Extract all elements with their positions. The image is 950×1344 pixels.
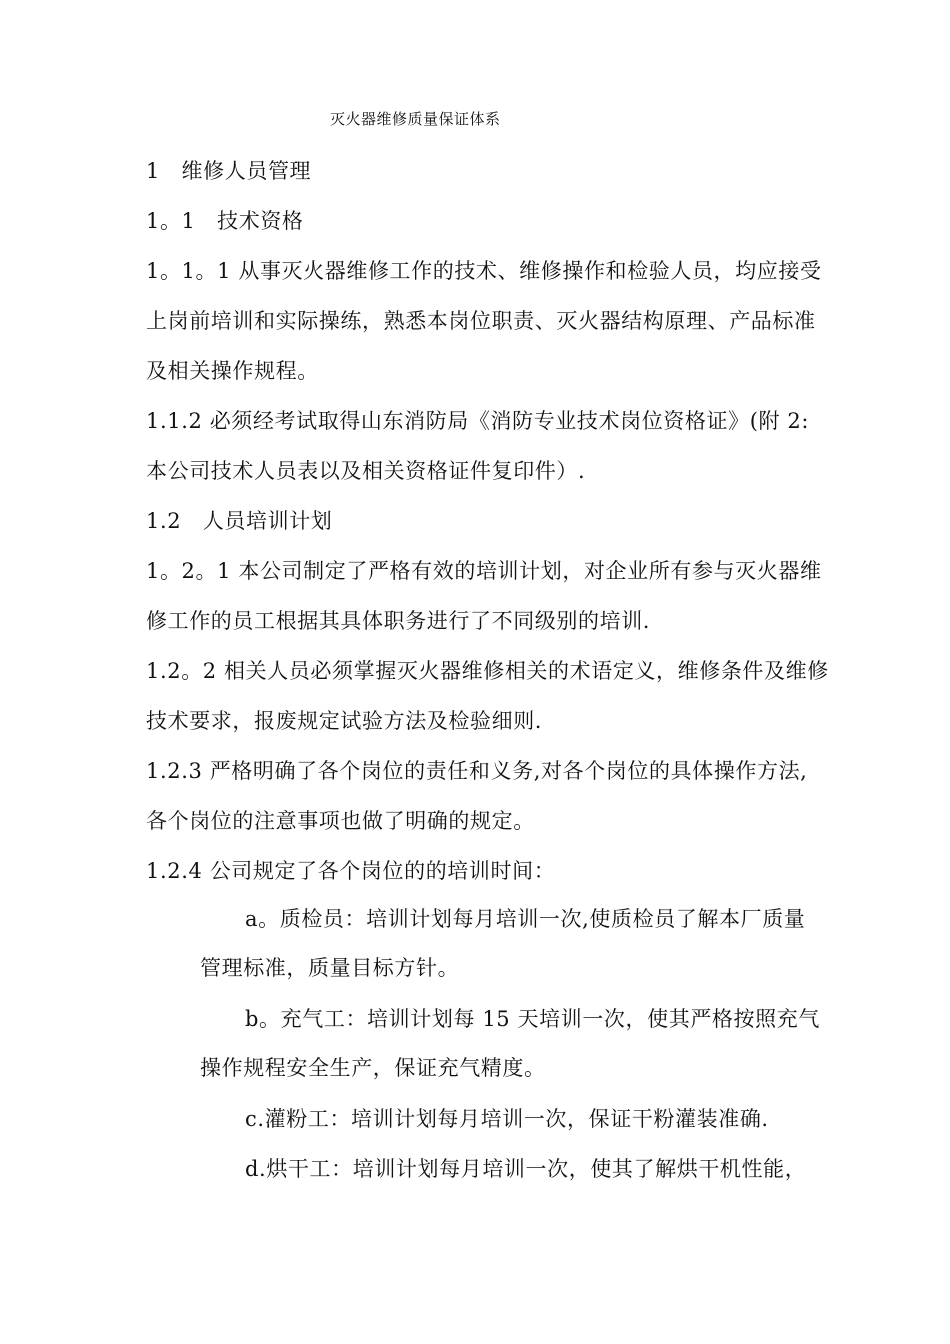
list-item-c: c.灌粉工：培训计划每月培训一次，保证干粉灌装准确. bbox=[245, 1107, 769, 1131]
paragraph-1-1-1-line-1: 1。1。1 从事灭火器维修工作的技术、维修操作和检验人员，均应接受 bbox=[146, 259, 822, 283]
list-item-a-line-1: a。质检员：培训计划每月培训一次,使质检员了解本厂质量 bbox=[245, 907, 806, 931]
paragraph-1-2-4: 1.2.4 公司规定了各个岗位的的培训时间： bbox=[146, 859, 556, 883]
paragraph-1-2-2-line-1: 1.2。2 相关人员必须掌握灭火器维修相关的术语定义，维修条件及维修 bbox=[146, 659, 829, 683]
list-item-d-line-1: d.烘干工：培训计划每月培训一次，使其了解烘干机性能， bbox=[245, 1157, 807, 1181]
paragraph-1-2-1-line-1: 1。2。1 本公司制定了严格有效的培训计划，对企业所有参与灭火器维 bbox=[146, 559, 822, 583]
paragraph-1-2-2-line-2: 技术要求，报废规定试验方法及检验细则. bbox=[146, 709, 543, 733]
paragraph-1-1-2-line-1: 1.1.2 必须经考试取得山东消防局《消防专业技术岗位资格证》(附 2: bbox=[146, 409, 810, 433]
paragraph-1-1-2-line-2: 本公司技术人员表以及相关资格证件复印件）. bbox=[146, 459, 586, 483]
paragraph-1-2-3-line-1: 1.2.3 严格明确了各个岗位的责任和义务,对各个岗位的具体操作方法, bbox=[146, 759, 808, 783]
paragraph-1-2-1-line-2: 修工作的员工根据其具体职务进行了不同级别的培训. bbox=[146, 609, 651, 633]
subsection-heading-1-2: 1.2 人员培训计划 bbox=[146, 509, 333, 533]
paragraph-1-1-1-line-2: 上岗前培训和实际操练，熟悉本岗位职责、灭火器结构原理、产品标准 bbox=[146, 309, 816, 333]
list-item-b-line-2: 操作规程安全生产，保证充气精度。 bbox=[200, 1056, 546, 1080]
paragraph-1-2-3-line-2: 各个岗位的注意事项也做了明确的规定。 bbox=[146, 809, 535, 833]
subsection-heading-1-1: 1。1 技术资格 bbox=[146, 209, 304, 233]
list-item-a-line-2: 管理标准，质量目标方针。 bbox=[200, 956, 460, 980]
document-title: 灭火器维修质量保证体系 bbox=[330, 110, 501, 128]
paragraph-1-1-1-line-3: 及相关操作规程。 bbox=[146, 359, 319, 383]
list-item-b-line-1: b。充气工：培训计划每 15 天培训一次，使其严格按照充气 bbox=[245, 1007, 820, 1031]
section-heading-1: 1 维修人员管理 bbox=[146, 159, 312, 183]
